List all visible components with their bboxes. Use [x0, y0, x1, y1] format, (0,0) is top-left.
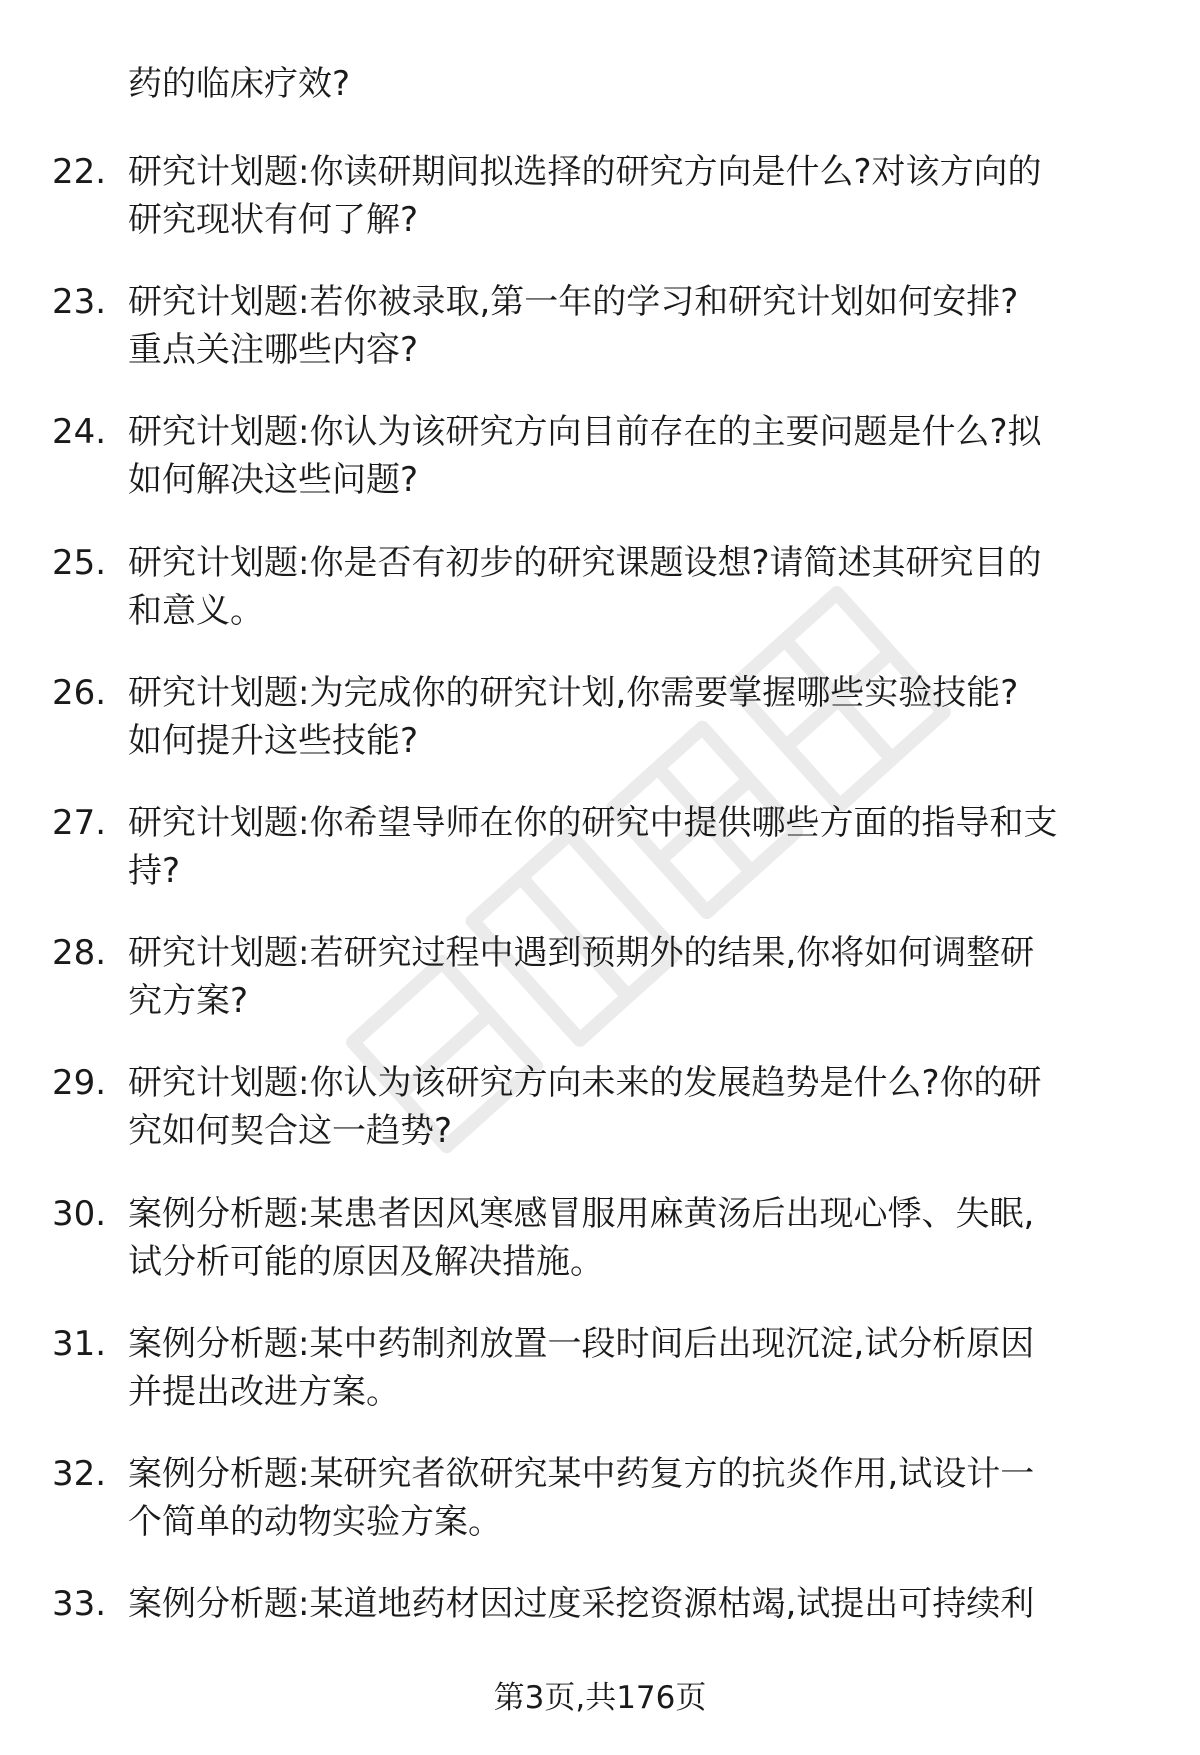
question-number: 29. — [52, 1063, 107, 1104]
question-item — [0, 799, 1200, 929]
question-item — [0, 148, 1200, 278]
question-number: 33. — [52, 1584, 107, 1625]
question-number: 31. — [52, 1323, 107, 1364]
question-number: 27. — [52, 802, 107, 843]
question-text-line: 和意义。 — [128, 590, 264, 631]
question-text-line: 试分析可能的原因及解决措施。 — [128, 1241, 604, 1282]
question-number: 23. — [52, 282, 107, 323]
question-text-line: 研究现状有何了解? — [128, 200, 419, 240]
question-text-line: 如何解决这些问题? — [128, 460, 419, 501]
question-number: 28. — [52, 933, 107, 974]
question-text-line: 案例分析题:某患者因风寒感冒服用麻黄汤后出现心悸、失眠, — [128, 1193, 1035, 1234]
question-item — [0, 539, 1200, 669]
question-number: 32. — [52, 1453, 107, 1494]
question-text-line: 案例分析题:某道地药材因过度采挖资源枯竭,试提出可持续利 — [128, 1584, 1035, 1625]
question-item — [0, 929, 1200, 1059]
question-text-line: 研究计划题:你认为该研究方向未来的发展趋势是什么?你的研 — [128, 1063, 1042, 1104]
question-item — [0, 278, 1200, 408]
question-text-line: 个简单的动物实验方案。 — [128, 1501, 502, 1542]
question-text-line: 案例分析题:某研究者欲研究某中药复方的抗炎作用,试设计一 — [128, 1453, 1035, 1494]
question-number: 26. — [52, 672, 107, 713]
question-text-line: 研究计划题:你是否有初步的研究课题设想?请简述其研究目的 — [128, 542, 1042, 583]
question-number: 22. — [52, 152, 107, 192]
question-text-line: 研究计划题:你认为该研究方向目前存在的主要问题是什么?拟 — [128, 412, 1042, 453]
question-number: 24. — [52, 412, 107, 453]
question-item — [0, 1059, 1200, 1189]
question-text-line: 案例分析题:某中药制剂放置一段时间后出现沉淀,试分析原因 — [128, 1323, 1035, 1364]
question-item — [0, 408, 1200, 538]
question-item — [0, 669, 1200, 799]
question-list — [0, 148, 1200, 1710]
question-text-line: 研究计划题:你读研期间拟选择的研究方向是什么?对该方向的 — [128, 152, 1042, 192]
question-text-line: 究如何契合这一趋势? — [128, 1111, 453, 1152]
question-text-line: 究方案? — [128, 981, 249, 1022]
page-number-footer: 第3页,共176页 — [493, 1680, 707, 1716]
question-text-line: 研究计划题:若你被录取,第一年的学习和研究计划如何安排? — [128, 282, 1019, 323]
question-continuation-line: 药的临床疗效? — [128, 64, 351, 104]
question-item — [0, 1320, 1200, 1450]
question-text-line: 如何提升这些技能? — [128, 720, 419, 761]
question-text-line: 持? — [128, 850, 181, 891]
question-item — [0, 1190, 1200, 1320]
question-text-line: 重点关注哪些内容? — [128, 330, 419, 371]
question-number: 30. — [52, 1193, 107, 1234]
question-item — [0, 1450, 1200, 1580]
question-text-line: 研究计划题:若研究过程中遇到预期外的结果,你将如何调整研 — [128, 933, 1035, 974]
question-text-line: 研究计划题:你希望导师在你的研究中提供哪些方面的指导和支 — [128, 802, 1058, 843]
question-text-line: 并提出改进方案。 — [128, 1371, 400, 1412]
question-number: 25. — [52, 542, 107, 583]
question-text-line: 研究计划题:为完成你的研究计划,你需要掌握哪些实验技能? — [128, 672, 1019, 713]
